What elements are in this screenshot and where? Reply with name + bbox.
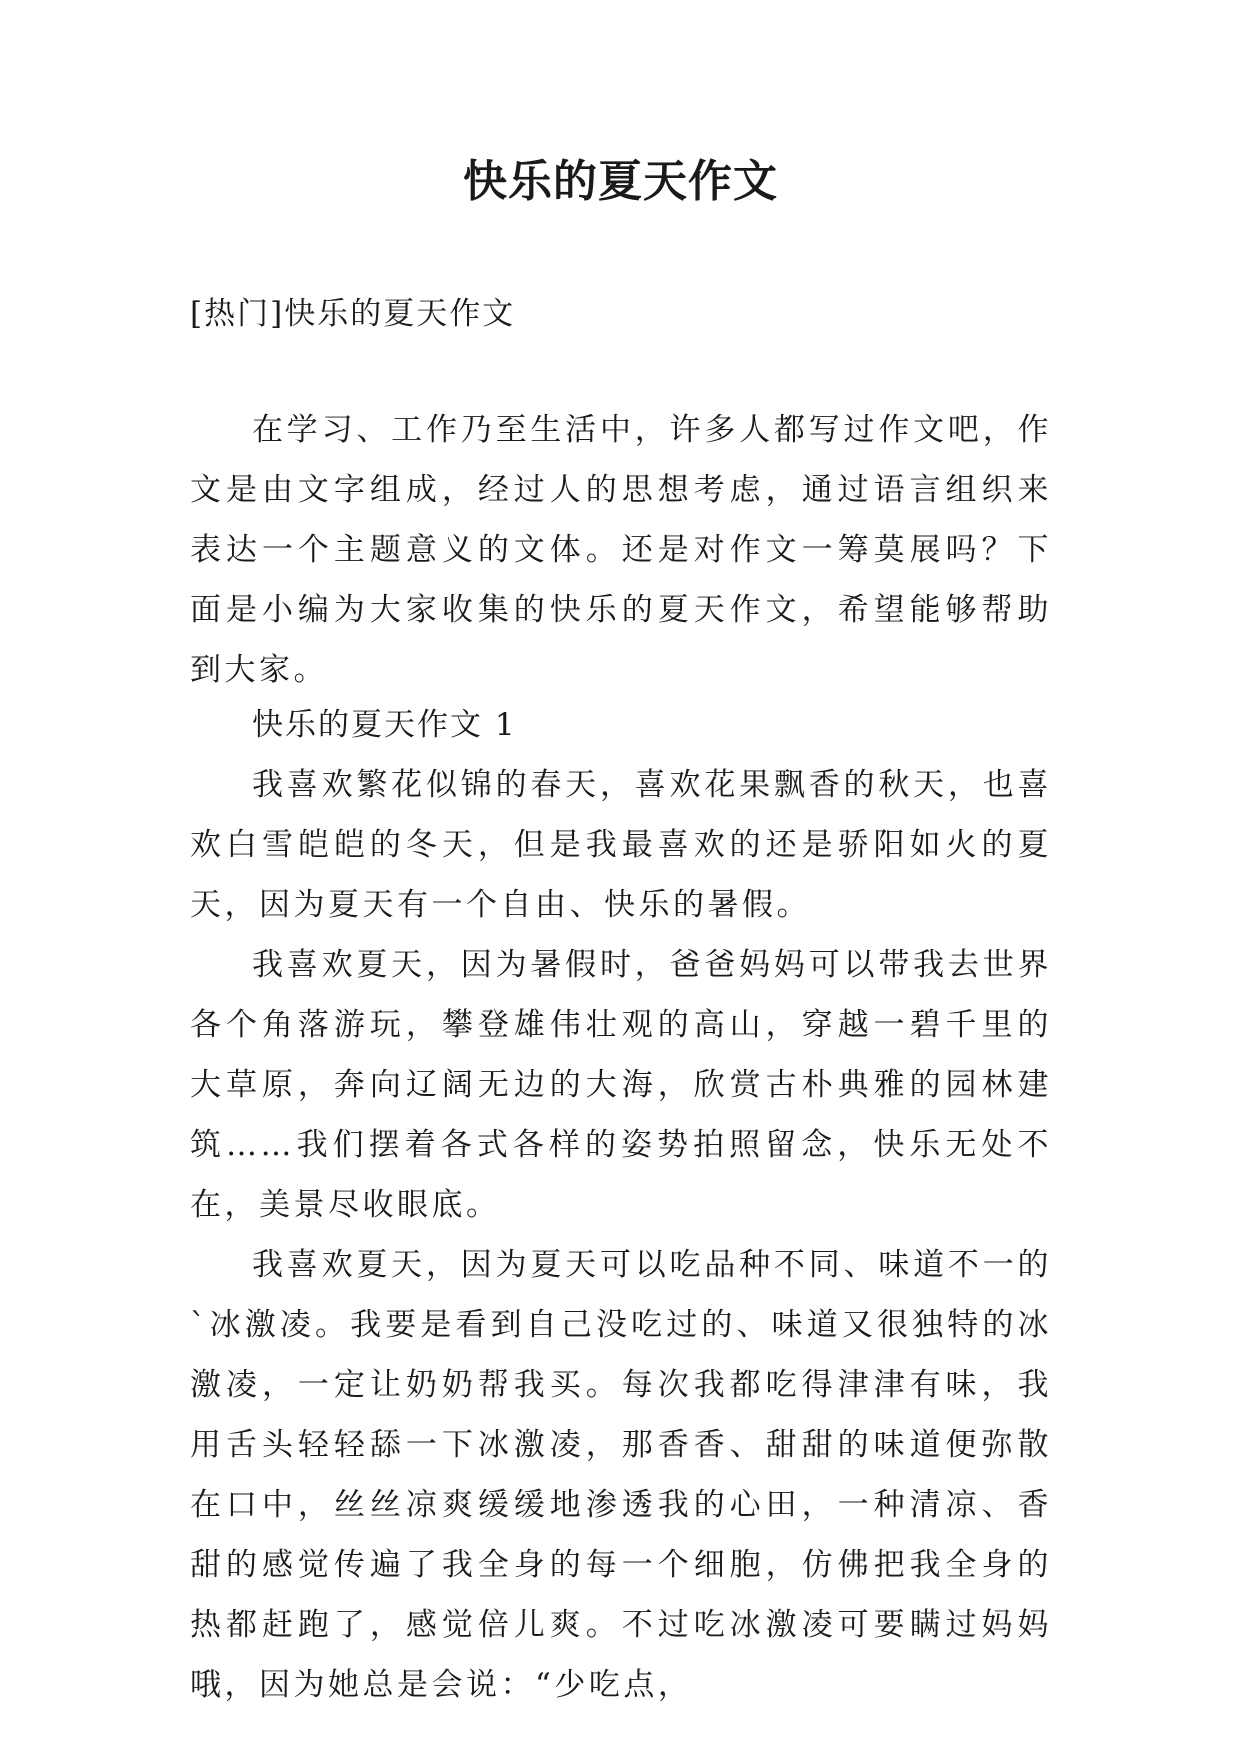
section-paragraph-1: 我喜欢繁花似锦的春天，喜欢花果飘香的秋天，也喜欢白雪皑皑的冬天，但是我最喜欢的还是骄阳如火的夏天，因为夏天有一个自由、快乐的暑假。 (190, 767, 1052, 923)
document-subtitle: [热门]快乐的夏天作文 (190, 296, 516, 332)
intro-paragraph: 在学习、工作乃至生活中，许多人都写过作文吧，作文是由文字组成，经过人的思想考虑，通过语言组织来表达一个主题意义的文体。还是对作文一筹莫展吗？下面是小编为大家收集的快乐的夏天作文，希望能够帮助到大家。 (190, 412, 1052, 688)
document-title: 快乐的夏天作文 (463, 156, 778, 207)
intro-block (190, 400, 1052, 700)
section-heading: 快乐的夏天作文 1 (252, 707, 517, 743)
section-paragraph-2: 我喜欢夏天，因为暑假时，爸爸妈妈可以带我去世界各个角落游玩，攀登雄伟壮观的高山，穿越一碧千里的大草原，奔向辽阔无边的大海，欣赏古朴典雅的园林建筑……我们摆着各式各样的姿势拍照留念，快乐无处不在，美景尽收眼底。 (190, 947, 1052, 1223)
section-1 (190, 695, 1052, 1715)
section-paragraph-3: 我喜欢夏天，因为夏天可以吃品种不同、味道不一的`冰激凌。我要是看到自己没吃过的、味道又很独特的冰激凌，一定让奶奶帮我买。每次我都吃得津津有味，我用舌头轻轻舔一下冰激凌，那香香、甜甜的味道便弥散在口中，丝丝凉爽缓缓地渗透我的心田，一种清凉、香甜的感觉传遍了我全身的每一个细胞，仿佛把我全身的热都赶跑了，感觉倍儿爽。不过吃冰激凌可要瞒过妈妈哦，因为她总是会说：“少吃点， (190, 1247, 1052, 1703)
